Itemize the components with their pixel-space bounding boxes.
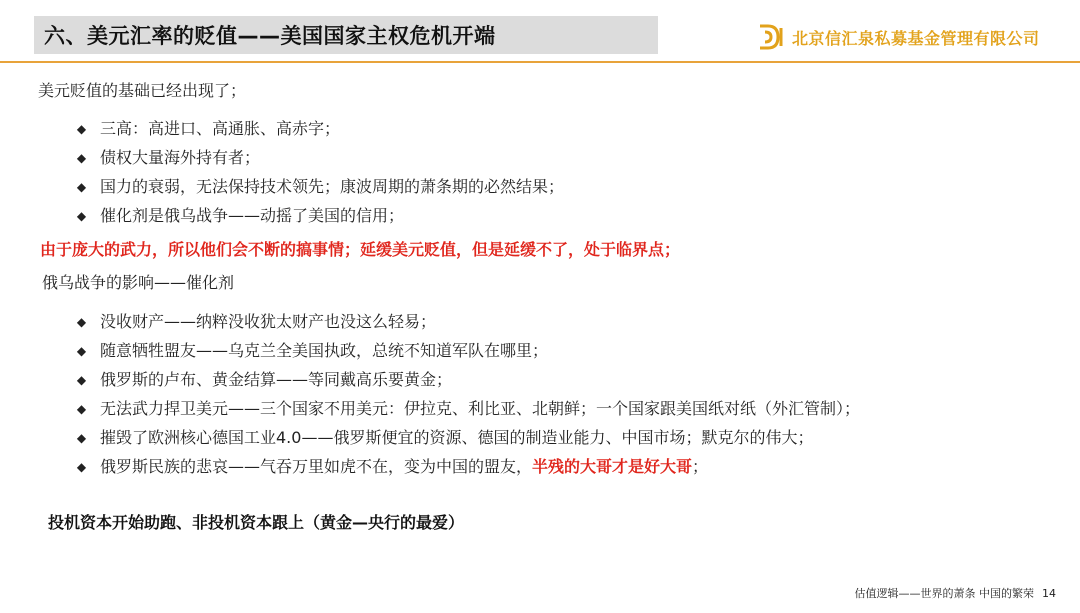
highlighted-phrase: 半残的大哥才是好大哥 [532,457,693,476]
page-number: 14 [1042,587,1056,600]
list-item-text: 俄罗斯民族的悲哀——气吞万里如虎不在，变为中国的盟友， [100,457,533,476]
logo-mark-icon [756,22,786,52]
list-item [76,311,436,333]
title-bar [34,16,658,54]
page-title: 六、美元汇率的贬值——美国国家主权危机开端 [44,24,496,48]
list-item [76,369,452,391]
header-divider [0,61,1080,63]
list-item [76,118,340,140]
footer [855,585,1057,601]
section2-heading: 俄乌战争的影响——催化剂 [42,273,235,292]
list-item-text: 债权大量海外持有者； [100,148,261,167]
diamond-bullet-icon: ◆ [76,180,87,194]
list-item-text: 俄罗斯的卢布、黄金结算——等同戴高乐要黄金； [100,370,453,389]
emphasis-statement: 由于庞大的武力，所以他们会不断的搞事情；延缓美元贬值，但是延缓不了，处于临界点； [40,240,681,259]
list-item [76,205,404,227]
diamond-bullet-icon: ◆ [76,122,87,136]
list-item-text: 随意牺牲盟友——乌克兰全美国执政，总统不知道军队在哪里； [100,341,549,360]
company-logo [756,22,1040,52]
list-item-text: 无法武力捍卫美元——三个国家不用美元：伊拉克、利比亚、北朝鲜；一个国家跟美国纸对纸（外汇管制）； [100,399,861,418]
diamond-bullet-icon: ◆ [76,373,87,387]
list-item [76,147,260,169]
list-item [76,176,564,198]
list-item-text: 摧毁了欧洲核心德国工业4.0——俄罗斯便宜的资源、德国的制造业能力、中国市场；默克尔的伟大； [100,428,814,447]
list-item-end: ； [692,457,709,476]
list-item [76,340,548,362]
list-item-text: 三高：高进口、高通胀、高赤字； [100,119,341,138]
footer-text: 估值逻辑——世界的萧条 中国的繁荣 [854,587,1034,600]
list-item [76,456,708,478]
diamond-bullet-icon: ◆ [76,315,87,329]
list-item [76,398,860,420]
logo-text: 北京信汇泉私募基金管理有限公司 [792,28,1040,48]
list-item-text: 催化剂是俄乌战争——动摇了美国的信用； [100,206,405,225]
list-item-text: 国力的衰弱，无法保持技术领先；康波周期的萧条期的必然结果； [100,177,565,196]
diamond-bullet-icon: ◆ [76,209,87,223]
section1-heading: 美元贬值的基础已经出现了； [38,81,247,100]
diamond-bullet-icon: ◆ [76,431,87,445]
list-item-text: 没收财产——纳粹没收犹太财产也没这么轻易； [100,312,437,331]
diamond-bullet-icon: ◆ [76,344,87,358]
conclusion-statement: 投机资本开始助跑、非投机资本跟上（黄金—央行的最爱） [48,513,465,532]
diamond-bullet-icon: ◆ [76,402,87,416]
diamond-bullet-icon: ◆ [76,151,87,165]
diamond-bullet-icon: ◆ [76,460,87,474]
list-item [76,427,813,449]
